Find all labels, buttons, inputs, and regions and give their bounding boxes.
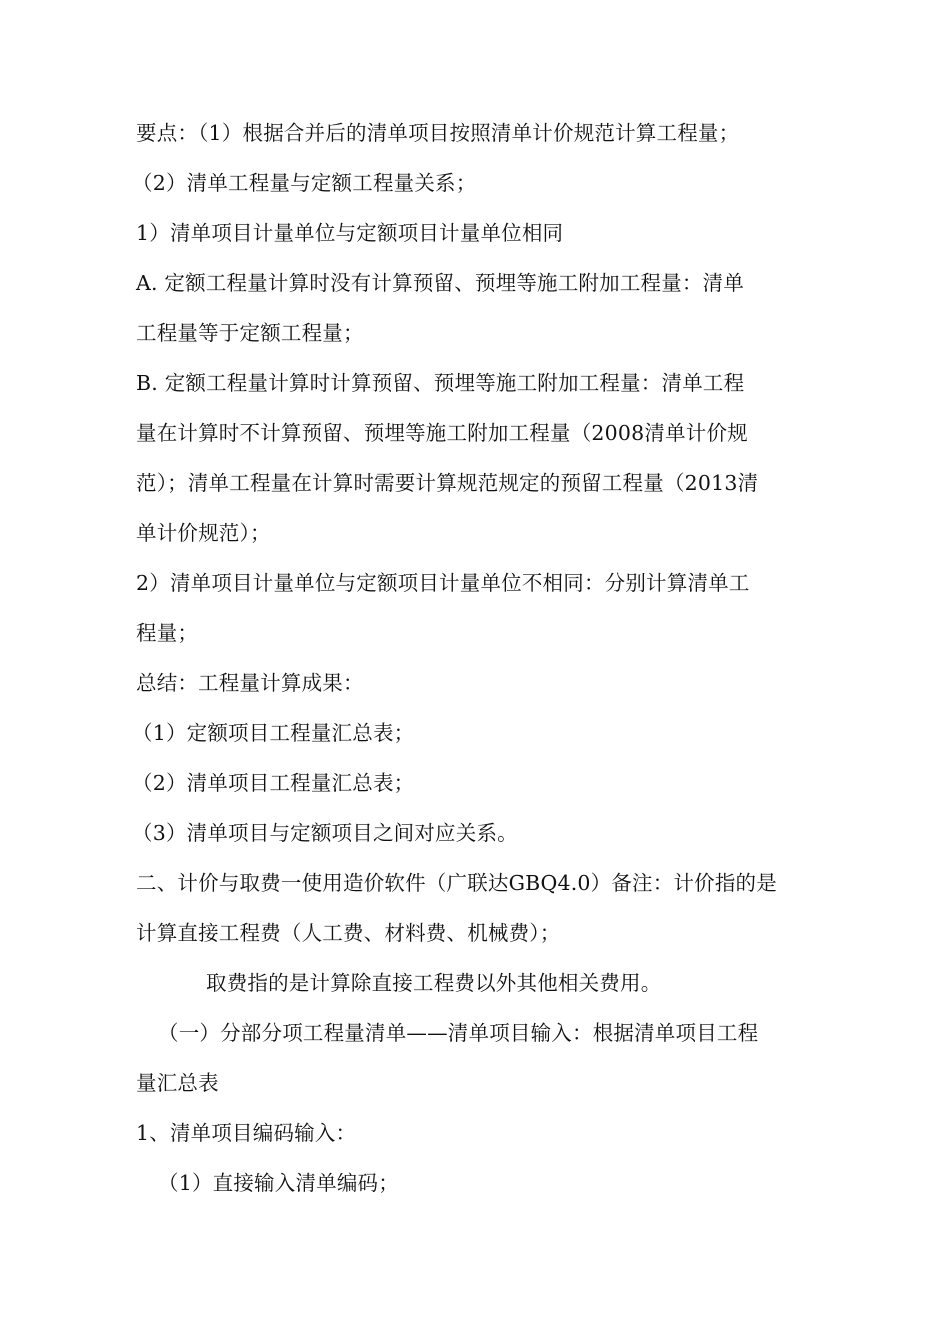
paragraph-case-b-cont-3: 单计价规范）； [136,521,271,545]
step-heading-1: 1、清单项目编码输入： [136,1121,357,1145]
subsection-heading-1-cont: 量汇总表 [136,1071,219,1095]
subsection-heading-1: （一）分部分项工程量清单——清单项目输入：根据清单项目工程 [158,1021,759,1045]
paragraph-subitem-2-cont: 程量； [136,621,199,645]
paragraph-fee-note: 取费指的是计算除直接工程费以外其他相关费用。 [206,971,662,995]
step-item-1: （1）直接输入清单编码； [158,1171,399,1195]
paragraph-case-b-cont-1: 量在计算时不计算预留、预埋等施工附加工程量（2008清单计价规 [136,421,748,445]
section-heading-2: 二、计价与取费一使用造价软件（广联达GBQ4.0）备注：计价指的是 [136,871,777,895]
paragraph-case-a-cont: 工程量等于定额工程量； [136,321,364,345]
paragraph-key-points: 要点：（1）根据合并后的清单项目按照清单计价规范计算工程量； [136,121,740,145]
list-item-summary-2: （2）清单项目工程量汇总表； [132,771,415,795]
paragraph-case-b-cont-2: 范）；清单工程量在计算时需要计算规范规定的预留工程量（2013清 [136,471,759,495]
paragraph-item-2: （2）清单工程量与定额工程量关系； [132,171,477,195]
document-body [132,108,816,1208]
paragraph-subitem-2: 2）清单项目计量单位与定额项目计量单位不相同：分别计算清单工 [136,571,750,595]
paragraph-summary: 总结：工程量计算成果： [136,671,364,695]
section-heading-2-cont: 计算直接工程费（人工费、材料费、机械费）； [136,921,561,945]
paragraph-case-b: B. 定额工程量计算时计算预留、预埋等施工附加工程量：清单工程 [136,371,745,395]
paragraph-case-a: A. 定额工程量计算时没有计算预留、预埋等施工附加工程量：清单 [136,271,745,295]
list-item-summary-1: （1）定额项目工程量汇总表； [132,721,415,745]
paragraph-subitem-1: 1）清单项目计量单位与定额项目计量单位相同 [136,221,564,245]
list-item-summary-3: （3）清单项目与定额项目之间对应关系。 [132,821,518,845]
